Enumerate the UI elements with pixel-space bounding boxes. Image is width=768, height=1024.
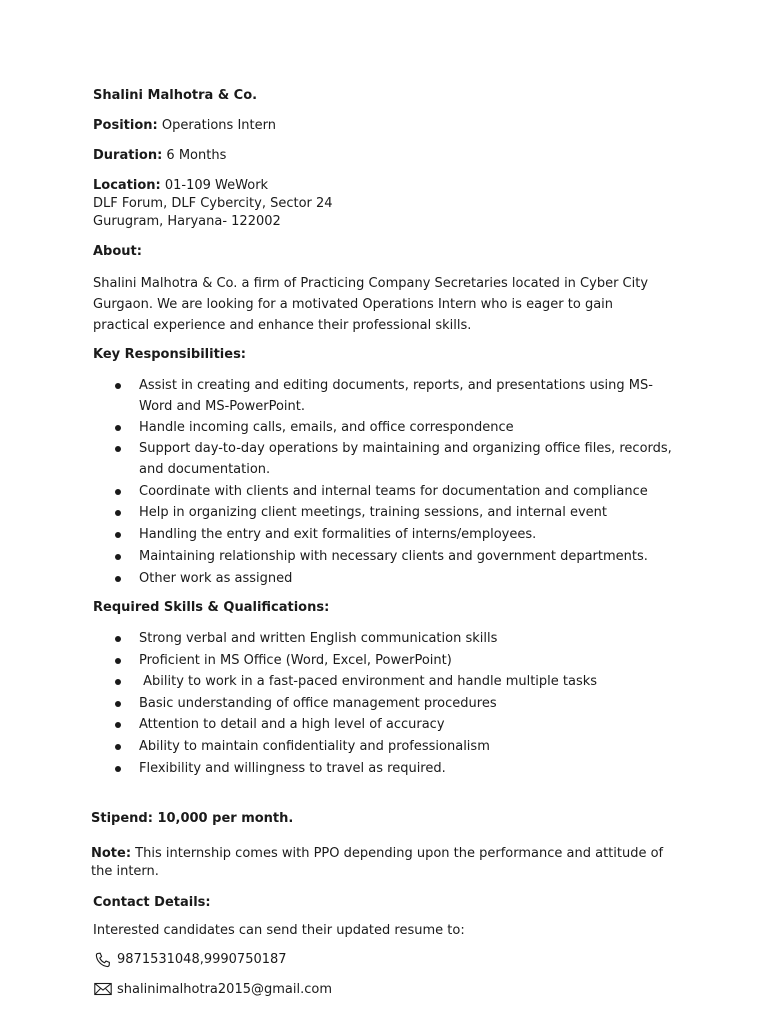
bullet-icon xyxy=(115,722,121,728)
bullet-icon xyxy=(115,489,121,495)
about-text: Shalini Malhotra & Co. a firm of Practicing Company Secretaries located in Cyber City Gurgaon. We are looking for a motivated Operations Intern who is eager to gain practical experience and enhance their professional skills. xyxy=(93,276,649,333)
list-item: Support day-to-day operations by maintaining and organizing office files, records, and documentation. xyxy=(139,438,679,480)
bullet-icon xyxy=(115,766,121,772)
list-item: Assist in creating and editing documents, reports, and presentations using MS-Word and MS-PowerPoint. xyxy=(139,375,679,417)
bullet-icon xyxy=(115,701,121,707)
bullet-icon xyxy=(115,532,121,538)
list-item: Flexibility and willingness to travel as required. xyxy=(139,758,679,779)
bullet-icon xyxy=(115,679,121,685)
list-item: Handling the entry and exit formalities of interns/employees. xyxy=(139,524,679,545)
location-value-1: 01-109 WeWork xyxy=(160,178,269,193)
phone-icon xyxy=(94,951,112,973)
stipend-line: Stipend: 10,000 per month. xyxy=(91,811,294,826)
position-line xyxy=(93,117,276,135)
contact-heading: Contact Details: xyxy=(93,895,211,910)
skills-heading: Required Skills & Qualifications: xyxy=(93,600,330,615)
list-item: Basic understanding of office management procedures xyxy=(139,693,679,714)
list-item: Handle incoming calls, emails, and office correspondence xyxy=(139,417,679,438)
responsibilities-heading: Key Responsibilities: xyxy=(93,347,247,362)
note-label: Note: xyxy=(91,846,132,861)
duration-value: 6 Months xyxy=(162,148,227,163)
note-paragraph xyxy=(91,845,681,881)
duration-line xyxy=(93,147,226,165)
contact-intro: Interested candidates can send their updated resume to: xyxy=(93,923,465,938)
bullet-icon xyxy=(115,510,121,516)
email-address[interactable]: shalinimalhotra2015@gmail.com xyxy=(117,982,332,997)
envelope-icon xyxy=(94,982,112,1000)
bullet-icon xyxy=(115,744,121,750)
bullet-icon xyxy=(115,446,121,452)
list-item: Maintaining relationship with necessary clients and government departments. xyxy=(139,546,679,567)
location-line-3: Gurugram, Haryana- 122002 xyxy=(93,214,281,229)
list-item: Help in organizing client meetings, training sessions, and internal event xyxy=(139,502,679,523)
position-label: Position: xyxy=(93,118,158,133)
list-item: Ability to maintain confidentiality and professionalism xyxy=(139,736,679,757)
list-item: Ability to work in a fast-paced environment and handle multiple tasks xyxy=(139,671,679,692)
bullet-icon xyxy=(115,636,121,642)
list-item: Proficient in MS Office (Word, Excel, PowerPoint) xyxy=(139,650,679,671)
position-value: Operations Intern xyxy=(157,118,276,133)
location-line-2: DLF Forum, DLF Cybercity, Sector 24 xyxy=(93,196,333,211)
location-line-1 xyxy=(93,177,268,195)
list-item: Strong verbal and written English communication skills xyxy=(139,628,679,649)
about-heading: About: xyxy=(93,244,142,259)
company-name: Shalini Malhotra & Co. xyxy=(93,88,258,103)
bullet-icon xyxy=(115,425,121,431)
list-item: Attention to detail and a high level of accuracy xyxy=(139,714,679,735)
bullet-icon xyxy=(115,576,121,582)
phone-numbers[interactable]: 9871531048,9990750187 xyxy=(117,952,287,967)
bullet-icon xyxy=(115,658,121,664)
list-item: Other work as assigned xyxy=(139,568,679,589)
duration-label: Duration: xyxy=(93,148,163,163)
location-label: Location: xyxy=(93,178,161,193)
list-item: Coordinate with clients and internal teams for documentation and compliance xyxy=(139,481,679,502)
bullet-icon xyxy=(115,554,121,560)
bullet-icon xyxy=(115,383,121,389)
note-text: This internship comes with PPO depending upon the performance and attitude of the intern. xyxy=(91,846,664,879)
